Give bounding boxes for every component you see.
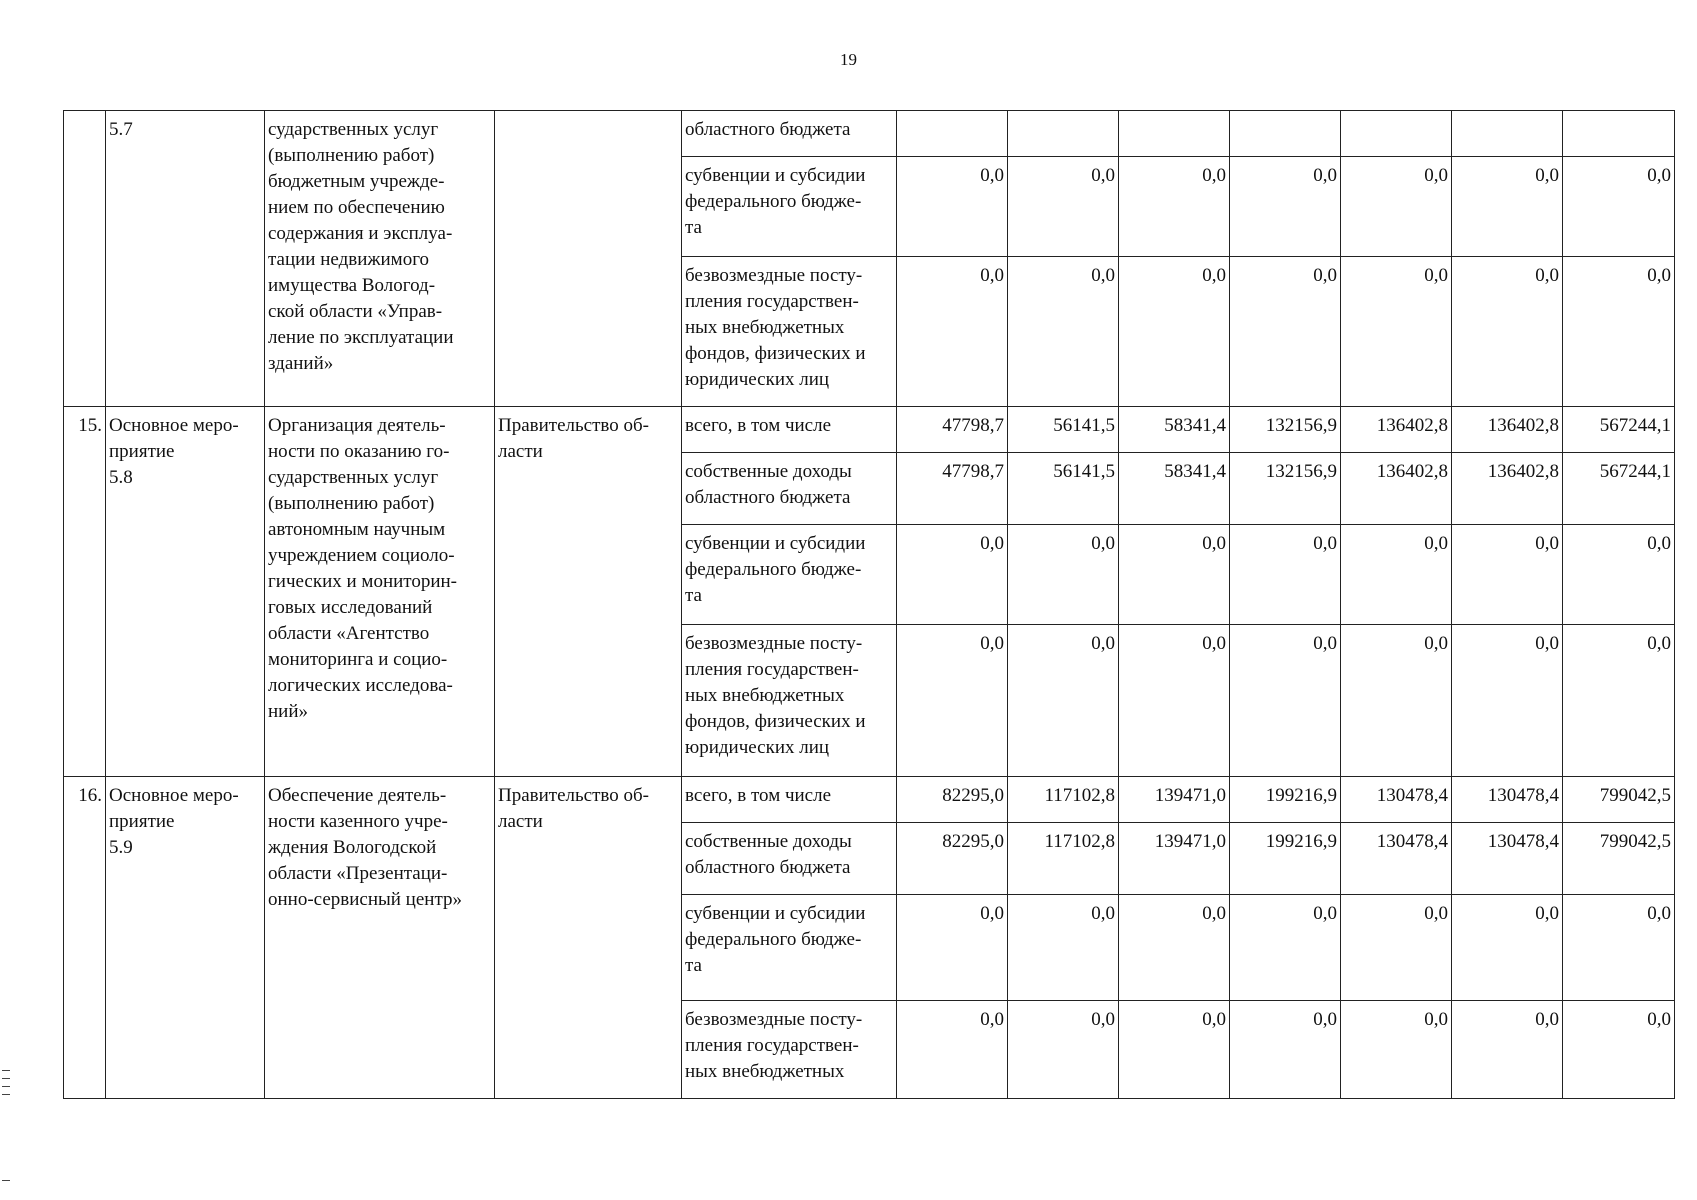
amount-cell: 130478,4 (1341, 823, 1452, 895)
event-name: 5.7 (106, 111, 265, 407)
amount-cell: 0,0 (1230, 1001, 1341, 1099)
amount-cell: 0,0 (1341, 257, 1452, 407)
amount-cell (1008, 111, 1119, 157)
margin-mark (2, 1180, 10, 1181)
funding-source: безвозмездные посту- пления государствен- ных внебюджетных фондов, физических и юридических лиц (682, 257, 897, 407)
amount-cell: 136402,8 (1452, 453, 1563, 525)
amount-cell: 139471,0 (1119, 823, 1230, 895)
amount-cell: 0,0 (1563, 257, 1675, 407)
funding-source: всего, в том числе (682, 777, 897, 823)
margin-mark (2, 1078, 10, 1079)
amount-cell: 799042,5 (1563, 823, 1675, 895)
funding-source: безвозмездные посту- пления государствен- ных внебюджетных фондов, физических и юридических лиц (682, 625, 897, 777)
amount-cell: 136402,8 (1341, 407, 1452, 453)
event-description: Обеспечение деятель- ности казенного учре- ждения Вологодской области «Презентаци- онно-сервисный центр» (265, 777, 495, 1099)
amount-cell: 0,0 (1563, 625, 1675, 777)
amount-cell: 0,0 (1230, 625, 1341, 777)
amount-cell: 0,0 (1008, 257, 1119, 407)
amount-cell: 0,0 (1119, 157, 1230, 257)
margin-mark (2, 1070, 10, 1071)
row-number (64, 111, 106, 407)
amount-cell: 132156,9 (1230, 407, 1341, 453)
amount-cell: 47798,7 (897, 407, 1008, 453)
amount-cell: 0,0 (1452, 257, 1563, 407)
table-row (64, 777, 1675, 823)
amount-cell: 56141,5 (1008, 407, 1119, 453)
amount-cell: 117102,8 (1008, 777, 1119, 823)
amount-cell: 0,0 (1452, 1001, 1563, 1099)
amount-cell: 0,0 (897, 525, 1008, 625)
funding-source: субвенции и субсидии федерального бюдже- та (682, 525, 897, 625)
margin-mark (2, 1094, 10, 1095)
amount-cell: 130478,4 (1452, 777, 1563, 823)
amount-cell: 0,0 (1119, 625, 1230, 777)
amount-cell (1230, 111, 1341, 157)
responsible-executor: Правительство об- ласти (495, 777, 682, 1099)
amount-cell: 0,0 (1341, 1001, 1452, 1099)
funding-source: собственные доходы областного бюджета (682, 453, 897, 525)
row-number: 15. (64, 407, 106, 777)
amount-cell: 0,0 (1008, 625, 1119, 777)
budget-table (63, 110, 1675, 1099)
funding-source: субвенции и субсидии федерального бюдже- та (682, 895, 897, 1001)
amount-cell (1341, 111, 1452, 157)
amount-cell: 0,0 (1341, 157, 1452, 257)
funding-source: всего, в том числе (682, 407, 897, 453)
amount-cell: 117102,8 (1008, 823, 1119, 895)
funding-source: собственные доходы областного бюджета (682, 823, 897, 895)
amount-cell: 0,0 (1341, 625, 1452, 777)
amount-cell (1452, 111, 1563, 157)
amount-cell: 82295,0 (897, 823, 1008, 895)
amount-cell: 56141,5 (1008, 453, 1119, 525)
amount-cell: 567244,1 (1563, 407, 1675, 453)
amount-cell: 0,0 (1119, 1001, 1230, 1099)
responsible-executor: Правительство об- ласти (495, 407, 682, 777)
amount-cell: 130478,4 (1452, 823, 1563, 895)
amount-cell: 0,0 (1230, 895, 1341, 1001)
event-name: Основное меро- приятие 5.9 (106, 777, 265, 1099)
amount-cell: 199216,9 (1230, 777, 1341, 823)
amount-cell: 58341,4 (1119, 407, 1230, 453)
amount-cell: 58341,4 (1119, 453, 1230, 525)
amount-cell (1563, 111, 1675, 157)
amount-cell: 0,0 (1119, 257, 1230, 407)
margin-mark (2, 1086, 10, 1087)
amount-cell: 0,0 (1008, 895, 1119, 1001)
row-number: 16. (64, 777, 106, 1099)
amount-cell (1119, 111, 1230, 157)
table-row (64, 111, 1675, 157)
amount-cell: 130478,4 (1341, 777, 1452, 823)
table-row (64, 407, 1675, 453)
amount-cell: 0,0 (1008, 157, 1119, 257)
amount-cell: 0,0 (897, 1001, 1008, 1099)
funding-source: субвенции и субсидии федерального бюдже- та (682, 157, 897, 257)
event-name: Основное меро- приятие 5.8 (106, 407, 265, 777)
amount-cell: 0,0 (897, 257, 1008, 407)
amount-cell: 567244,1 (1563, 453, 1675, 525)
amount-cell: 132156,9 (1230, 453, 1341, 525)
amount-cell: 0,0 (897, 625, 1008, 777)
amount-cell: 0,0 (1008, 1001, 1119, 1099)
event-description: Организация деятель- ности по оказанию го- сударственных услуг (выполнению работ) автономным научным учреждением социоло- гических и мониторин- говых исследований области «Агентство мониторинга и социо- логических исследова- ний» (265, 407, 495, 777)
amount-cell (897, 111, 1008, 157)
funding-source: областного бюджета (682, 111, 897, 157)
amount-cell: 799042,5 (1563, 777, 1675, 823)
amount-cell: 0,0 (1119, 895, 1230, 1001)
amount-cell: 0,0 (1230, 525, 1341, 625)
amount-cell: 136402,8 (1452, 407, 1563, 453)
amount-cell: 47798,7 (897, 453, 1008, 525)
amount-cell: 0,0 (1341, 895, 1452, 1001)
amount-cell: 0,0 (1119, 525, 1230, 625)
amount-cell: 0,0 (1563, 525, 1675, 625)
amount-cell: 0,0 (1341, 525, 1452, 625)
amount-cell: 0,0 (1008, 525, 1119, 625)
amount-cell: 0,0 (1452, 625, 1563, 777)
amount-cell: 82295,0 (897, 777, 1008, 823)
amount-cell: 0,0 (1230, 257, 1341, 407)
amount-cell: 0,0 (1230, 157, 1341, 257)
amount-cell: 0,0 (1563, 1001, 1675, 1099)
amount-cell: 139471,0 (1119, 777, 1230, 823)
event-description: сударственных услуг (выполнению работ) бюджетным учрежде- нием по обеспечению содержания и эксплуа- тации недвижимого имущества Вологод- ской области «Управ- ление по эксплуатации зданий» (265, 111, 495, 407)
amount-cell: 199216,9 (1230, 823, 1341, 895)
amount-cell: 0,0 (1563, 895, 1675, 1001)
budget-table-body (64, 111, 1675, 1099)
budget-table-wrapper (63, 110, 1675, 1099)
amount-cell: 0,0 (897, 895, 1008, 1001)
amount-cell: 136402,8 (1341, 453, 1452, 525)
amount-cell: 0,0 (897, 157, 1008, 257)
amount-cell: 0,0 (1452, 157, 1563, 257)
amount-cell: 0,0 (1452, 525, 1563, 625)
responsible-executor (495, 111, 682, 407)
amount-cell: 0,0 (1452, 895, 1563, 1001)
funding-source: безвозмездные посту- пления государствен- ных внебюджетных (682, 1001, 897, 1099)
amount-cell: 0,0 (1563, 157, 1675, 257)
page-number: 19 (840, 50, 857, 69)
